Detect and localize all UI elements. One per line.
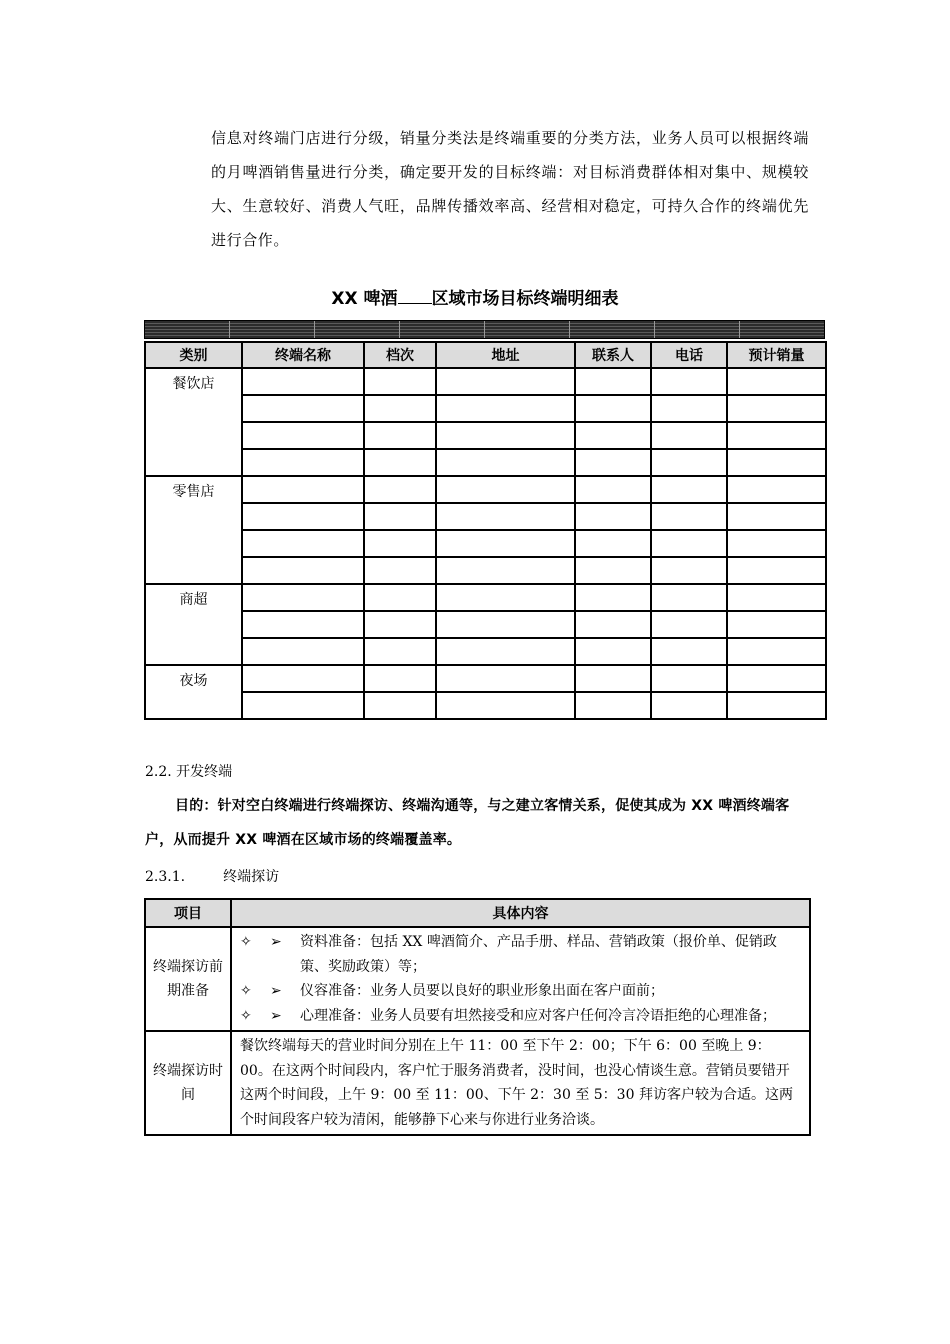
- target-terminal-table: [144, 341, 827, 720]
- table-row: [145, 584, 826, 611]
- section-number: 2.3.1.: [145, 869, 186, 885]
- category-cell-supermarket: 商超: [145, 584, 242, 665]
- list-item: [240, 1004, 801, 1029]
- bullet-text: 心理准备：业务人员要有坦然接受和应对客户任何冷言冷语拒绝的心理准备；: [300, 1007, 776, 1024]
- table1-title-prefix: XX 啤酒: [331, 289, 398, 309]
- section-2-2-heading: [145, 761, 232, 781]
- item-cell: 终端探访时间: [145, 1031, 231, 1135]
- diamond-icon: ✧: [240, 934, 252, 950]
- table-row: [145, 692, 826, 719]
- header-cell: 地址: [436, 342, 575, 368]
- header-cell: 项目: [145, 899, 231, 927]
- section-2-3-1-heading: [145, 866, 279, 886]
- bullet-text: 资料准备：包括 XX 啤酒简介、产品手册、样品、营销政策（报价单、促销政策、奖励政策）等；: [300, 934, 777, 975]
- header-cell: 预计销量: [727, 342, 826, 368]
- section-number: 2.2.: [145, 764, 172, 780]
- table-row: [145, 665, 826, 692]
- table-row: [145, 422, 826, 449]
- category-cell-retail: 零售店: [145, 476, 242, 584]
- table1-title-suffix: 区域市场目标终端明细表: [431, 289, 619, 309]
- intro-paragraph: 信息对终端门店进行分级，销量分类法是终端重要的分类方法，业务人员可以根据终端的月啤酒销售量进行分类，确定要开发的目标终端：对目标消费群体相对集中、规模较大、生意较好、消费人气旺，品牌传播效率高、经营相对稳定，可持久合作的终端优先进行合作。: [211, 129, 809, 249]
- table1-header-row: [145, 342, 826, 368]
- category-cell-nightclub: 夜场: [145, 665, 242, 719]
- section-title: 终端探访: [223, 869, 280, 885]
- arrow-icon: ➢: [270, 1007, 282, 1024]
- table-row: [145, 611, 826, 638]
- terminal-visit-table: [144, 898, 811, 1136]
- diamond-icon: ✧: [240, 1007, 252, 1024]
- table1-shaded-bar: [144, 320, 825, 339]
- header-cell: 类别: [145, 342, 242, 368]
- table-row: [145, 449, 826, 476]
- category-cell-restaurant: 餐饮店: [145, 368, 242, 476]
- table-row: [145, 476, 826, 503]
- table2-header-row: [145, 899, 810, 927]
- table-row: [145, 927, 810, 1031]
- purpose-paragraph: 目的：针对空白终端进行终端探访、终端沟通等，与之建立客情关系，促使其成为 XX 啤酒终端客户，从而提升 XX 啤酒在区域市场的终端覆盖率。: [145, 798, 790, 848]
- arrow-icon: ➢: [270, 934, 282, 950]
- header-cell: 联系人: [575, 342, 651, 368]
- title-blank: [398, 289, 432, 304]
- item-cell: 终端探访前期准备: [145, 927, 231, 1031]
- list-item: [240, 930, 801, 979]
- table-row: [145, 530, 826, 557]
- header-cell: 终端名称: [242, 342, 364, 368]
- table-row: [145, 638, 826, 665]
- arrow-icon: ➢: [270, 983, 282, 999]
- header-cell: 电话: [651, 342, 727, 368]
- table-row: [145, 368, 826, 395]
- table1-title: [0, 284, 950, 309]
- table-row: [145, 1031, 810, 1135]
- header-cell: 具体内容: [231, 899, 810, 927]
- section-title: 开发终端: [176, 764, 233, 780]
- content-cell: [231, 927, 810, 1031]
- content-cell: 餐饮终端每天的营业时间分别在上午 11：00 至下午 2：00；下午 6：00 至晚上 9：00。在这两个时间段内，客户忙于服务消费者，没时间，也没心情谈生意。营销员要错开这两个时间段，上午 9：00 至 11：00、下午 2：30 至 5：30 拜访客户较为合适。这两个时间段客户较为清闲，能够静下心来与你进行业务洽谈。: [231, 1031, 810, 1135]
- diamond-icon: ✧: [240, 983, 252, 999]
- header-cell: 档次: [364, 342, 436, 368]
- list-item: [240, 979, 801, 1004]
- table-row: [145, 395, 826, 422]
- table-row: [145, 503, 826, 530]
- bullet-text: 仪容准备：业务人员要以良好的职业形象出面在客户面前；: [300, 983, 664, 999]
- table-row: [145, 557, 826, 584]
